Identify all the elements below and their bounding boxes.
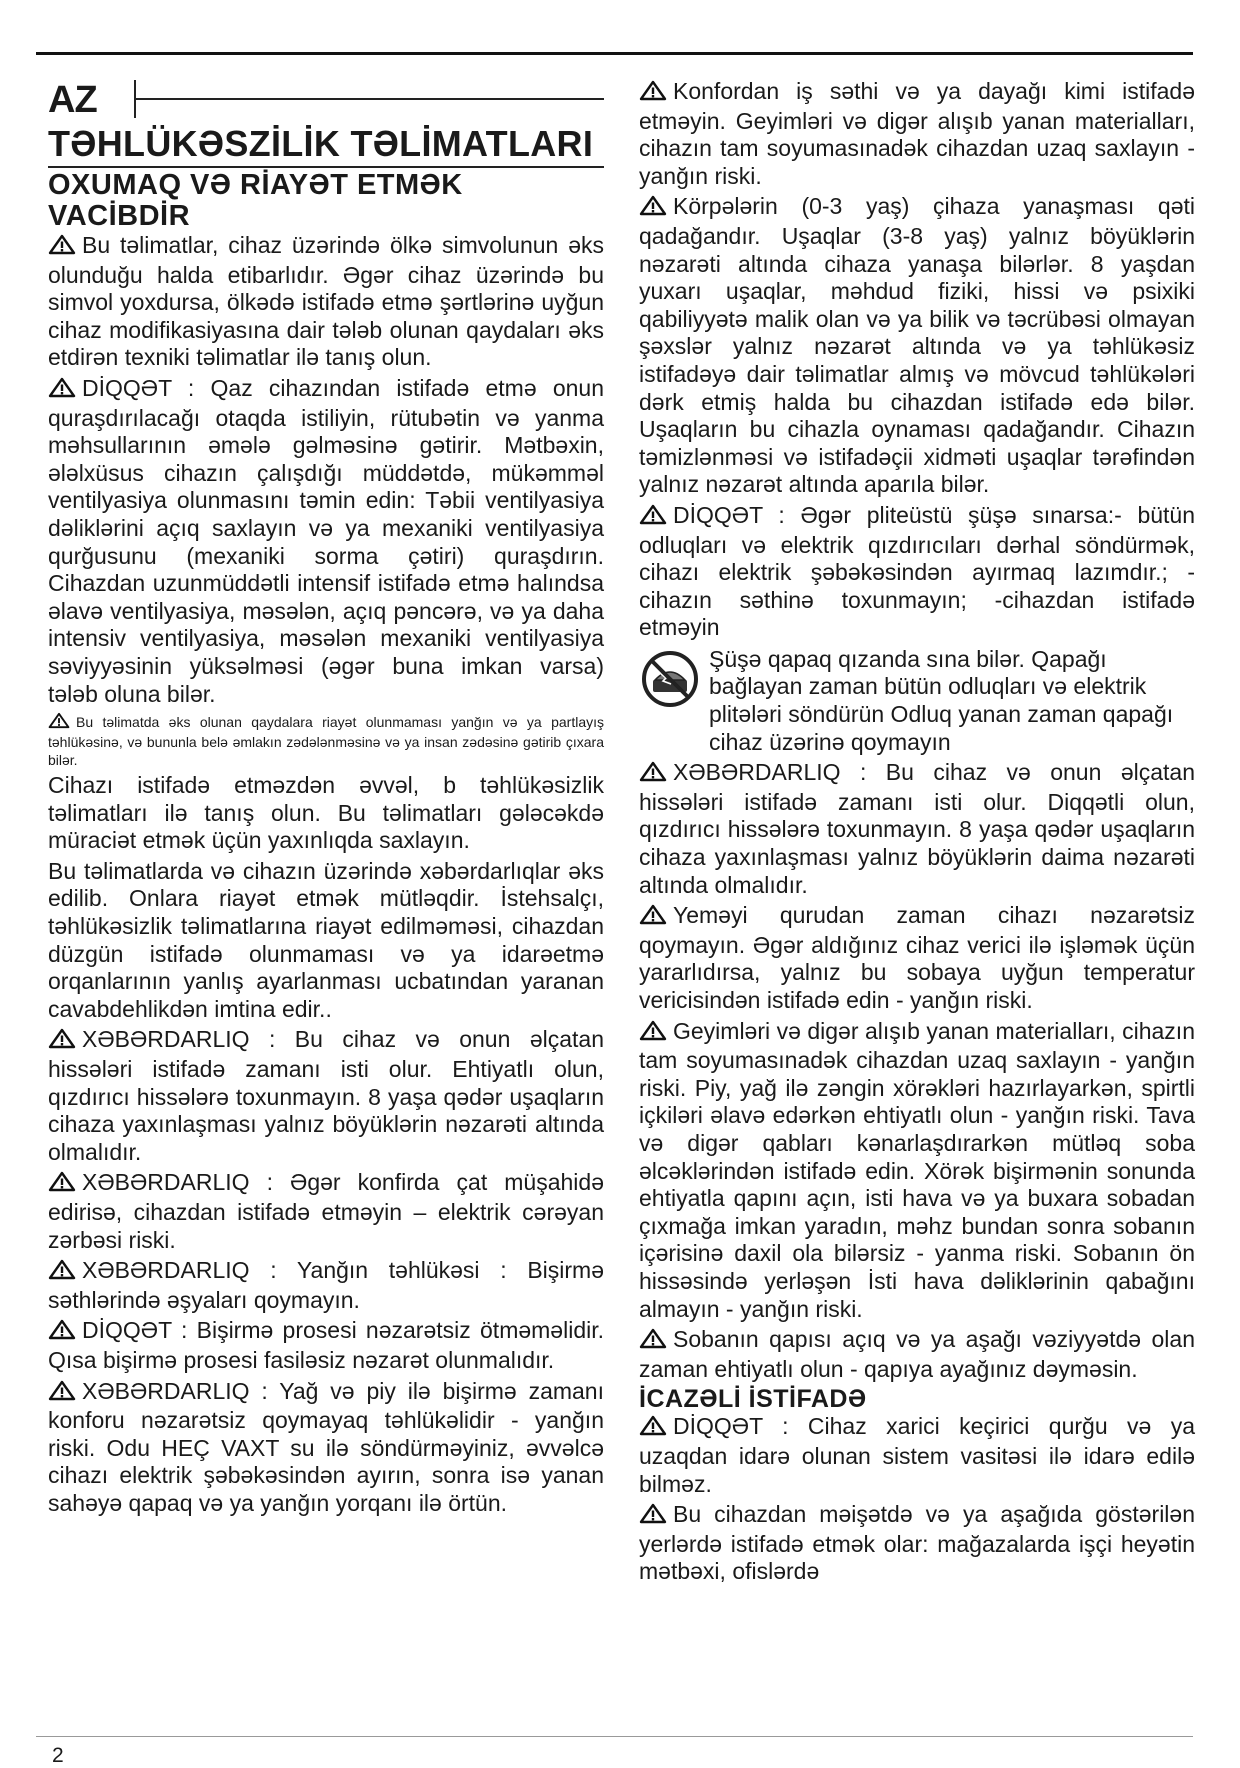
warning-triangle-icon — [48, 1319, 76, 1347]
paragraph: Yeməyi qurudan zaman cihazı nəzarətsiz qoymayın. Əgər aldığınız cihaz verici ilə işləmək üçün yararlıdırsa, yalnız bu sobaya uyğun temperatur vericisindən istifadə edin - yanğın riski. — [639, 902, 1195, 1013]
paragraph: DİQQƏT : Qaz cihazından istifadə etmə onun quraşdırılacağı otaqda istiliyin, rütubətin və yanma məhsullarının əmələ gəlməsinə gətirir. Mətbəxin, ələlxüsus cihazın çalışdığı müddətdə, mükəmməl ventilyasiya olunmasını təmin edin: Təbii ventilyasiya dəliklərini açıq saxlayın və ya mexaniki ventilyasiya qurğusunu (mexaniki sorma çətiri) quraşdırın. Cihazdan uzunmüddətli intensif istifadə etmə halındsa əlavə ventilyasiya, məsələn, açıq pəncərə, və ya daha intensiv ventilyasiya, məsələn mexaniki ventilyasiya səviyyəsinin yüksəlməsi (əgər buna imkan varsa) tələb oluna bilər. — [48, 374, 604, 707]
warning-triangle-icon — [639, 1415, 667, 1443]
warning-triangle-icon — [48, 1380, 76, 1408]
warning-triangle-icon — [48, 377, 76, 405]
paragraph: XƏBƏRDARLIQ : Əgər konfirda çat müşahidə edirisə, cihazdan istifadə etməyin – elektrik cərəyan zərbəsi riski. — [48, 1169, 604, 1253]
paragraph: XƏBƏRDARLIQ : Bu cihaz və onun əlçatan hissələri istifadə zamanı isti olur. Ehtiyatlı olun, qızdırıcı hissələrə toxunmayın. 8 yaşa qədər uşaqların cihaza yaxınlaşması yalnız böyüklərin nəzarəti altında olmalıdır. — [48, 1026, 604, 1165]
paragraph: DİQQƏT : Cihaz xarici keçirici qurğu və ya uzaqdan idarə olunan sistem vasitəsi ilə idarə edilə bilməz. — [639, 1413, 1195, 1497]
broken-glass-lid-icon — [641, 650, 699, 715]
paragraph: XƏBƏRDARLIQ : Yanğın təhlükəsi : Bişirmə səthlərində əşyaları qoymayın. — [48, 1257, 604, 1313]
page-title: TƏHLÜKƏSZİLİK TƏLİMATLARI — [48, 122, 604, 168]
warning-triangle-icon — [639, 80, 667, 108]
paragraph-small: Bu təlimatda əks olunan qaydalara riayət olunmaması yanğın və ya partlayış təhlükəsinə, və bununla belə əmlakın zədələnməsinə və ya insan zədəsinə gətirib çıxara bilər. — [48, 714, 604, 769]
section-title-read: OXUMAQ VƏ RİAYƏT ETMƏK VACİBDİR — [48, 169, 463, 232]
section-title-permitted-use: İCAZƏLİ İSTİFADƏ — [639, 1385, 867, 1414]
glass-note-text: Şüşə qapaq qızanda sına bilər. Qapağı bağlayan zaman bütün odluqları və elektrik plitələri söndürün Odluq yanan zaman qapağı cihaz üzərinə qoymayın — [709, 645, 1174, 755]
language-header — [48, 78, 604, 122]
paragraph: DİQQƏT : Əgər pliteüstü şüşə sınarsa:- bütün odluqları və elektrik qızdırıcıları dərhal söndürmək, cihazı elektrik şəbəkəsindən ayırmaq lazımdır.; - cihazın səthinə toxunmayın; -cihazdan istifadə etməyin — [639, 501, 1195, 641]
paragraph: XƏBƏRDARLIQ : Yağ və piy ilə bişirmə zamanı konforu nəzarətsiz qoymayaq təhlükəlidir - yanğın riski. Odu HEÇ VAXT su ilə söndürməyiniz, əvvəlcə cihazı elektrik şəbəkəsindən ayırın, sonra isə yanan sahəyə qapaq və ya yanğın yorqanı ilə örtün. — [48, 1377, 604, 1516]
warning-triangle-icon — [639, 761, 667, 789]
language-rule — [136, 98, 604, 100]
paragraph: Körpələrin (0-3 yaş) çihaza yanaşması qəti qadağandır. Uşaqlar (3-8 yaş) yalnız böyüklərin nəzarəti altında cihaza yanaşa bilərlər. 8 yaşdan yuxarı uşaqlar, məhdud fiziki, hissi və psixiki qabiliyyətə malik olan və ya bilik və təcrübəsi olmayan şəxslər yalnız nəzarət altında və ya təhlükəsiz istifadəyə dair təlimatlar almış və mövcud təhlükələri dərk etmiş halda bu cihazdan istifadə edə bilər. Uşaqların bu cihazla oynaması qadağandır. Cihazın təmizlənməsi və istifadəçii xidməti uşaqlar tərəfindən yalnız nəzarət altında aparıla bilər. — [639, 193, 1195, 498]
paragraph: Bu cihazdan məişətdə və ya aşağıda göstərilən yerlərdə istifadə etmək olar: mağazalarda işçi heyətin mətbəxi, ofislərdə — [639, 1501, 1195, 1585]
bottom-rule — [36, 1736, 1193, 1737]
language-code: AZ — [48, 79, 97, 121]
warning-triangle-icon — [639, 1328, 667, 1356]
warning-triangle-icon — [639, 904, 667, 932]
left-column — [48, 78, 604, 1518]
warning-triangle-icon — [48, 1259, 76, 1287]
paragraph: DİQQƏT : Bişirmə prosesi nəzarətsiz ötməməlidir. Qısa bişirmə prosesi fasiləsiz nəzarət olunmalıdır. — [48, 1317, 604, 1373]
warning-triangle-icon — [48, 1028, 76, 1056]
paragraph: Bu təlimatlarda və cihazın üzərində xəbərdarlıqlar əks edilib. Onlara riayət etmək mütləqdir. İstehsalçı, təhlükəsizlik təlimatlarına riayət edilməməsi, cihazdan düzgün istifadə olunmaması və ya idarəetmə orqanlarının yanlış ayarlanması ucbatından yaranan cavabdehlikdən imtina edir.. — [48, 857, 604, 1022]
warning-triangle-icon — [639, 1503, 667, 1531]
paragraph: Geyimləri və digər alışıb yanan materialları, cihazın tam soyumasınadək cihazdan uzaq saxlayın - yanğın riski. Piy, yağ ilə zəngin xörəkləri hazırlayarkən, spirtli içkiləri əlavə edərkən ehtiyatlı olun - yanğın riski. Tava və digər qabları kənarlaşdırarkən mütləq soba əlcəklərindən istifadə edin. Xörək bişirmənin sonunda ehtiyatla qapını açın, isti hava və ya buxara sobadan çıxmağa imkan yaradın, məhz bundan sonra sobanın içərisinə daxil ola bilərsiz - yanma riski. Sobanın ön hissəsində yerləşən İsti hava dəliklərinin qabağını almayın - yanğın riski. — [639, 1017, 1195, 1322]
warning-triangle-icon — [639, 195, 667, 223]
page-number: 2 — [52, 1744, 64, 1767]
paragraph: Sobanın qapısı açıq və ya aşağı vəziyyətdə olan zaman ehtiyatlı olun - qapıya ayağınız dəyməsin. — [639, 1326, 1195, 1382]
paragraph: Konfordan iş səthi və ya dayağı kimi istifadə etməyin. Geyimləri və digər alışıb yanan materialları, cihazın tam soyumasınadək cihazdan uzaq saxlayın - yanğın riski. — [639, 78, 1195, 189]
warning-triangle-icon — [639, 504, 667, 532]
warning-triangle-icon — [48, 1171, 76, 1199]
paragraph: XƏBƏRDARLIQ : Bu cihaz və onun əlçatan hissələri istifadə zamanı isti olur. Diqqətli olun, qızdırıcı hissələrə toxunmayın. 8 yaşa qədər uşaqların cihaza yaxınlaşması yalnız böyüklərin daima nəzarəti altında olmalıdır. — [639, 759, 1195, 898]
right-column — [639, 78, 1195, 1586]
warning-triangle-icon — [48, 234, 76, 262]
warning-triangle-icon — [48, 712, 70, 733]
top-rule — [36, 52, 1193, 55]
paragraph: Bu təlimatlar, cihaz üzərində ölkə simvolunun əks olunduğu halda etibarlıdır. Əgər cihaz üzərində bu simvol yoxdursa, ölkədə istifadə etmə şərtlərinə uyğun cihaz modifikasiyasına dair tələb olunan qaydaları əks etdirən texniki təlimatlar ilə tanış olun. — [48, 232, 604, 371]
glass-lid-note — [639, 646, 1195, 756]
warning-triangle-icon — [639, 1020, 667, 1048]
paragraph: Cihazı istifadə etməzdən əvvəl, b təhlükəsizlik təlimatları ilə tanış olun. Bu təlimatları gələcəkdə müraciət etmək üçün yaxınlıqda saxlayın. — [48, 772, 604, 854]
